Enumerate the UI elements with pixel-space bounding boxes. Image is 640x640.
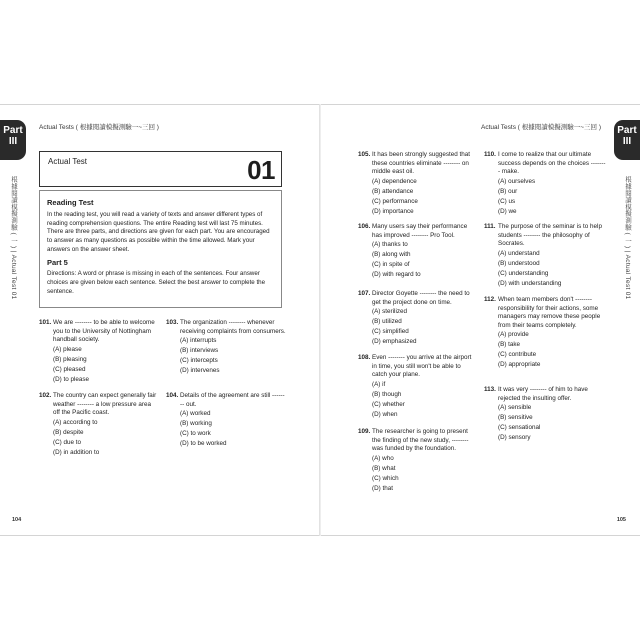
question-stem: We are -------- to be able to welcome you to the University of Nottingham handball society. (53, 319, 155, 343)
question-108 (358, 354, 476, 420)
option-c: (C) simplified (372, 328, 409, 336)
option-b: (B) what (372, 464, 396, 472)
part-tab-numeral: III (622, 135, 632, 147)
question-stem: Director Goyette -------- the need to get the project done on time. (372, 290, 470, 306)
part5-directions: Directions: A word or phrase is missing in each of the sentences. Four answer choices are given below each sentence. Select the best answer to complete the sentence. (47, 270, 266, 295)
question-number: 102. (39, 392, 52, 399)
option-d: (D) to be worked (180, 440, 227, 448)
option-b: (B) understood (498, 259, 540, 267)
option-d: (D) with understanding (498, 279, 562, 287)
question-110 (484, 151, 606, 217)
option-b: (B) take (498, 341, 521, 349)
question-106 (358, 223, 476, 280)
question-stem: The purpose of the seminar is to help students -------- the philosophy of Socrates. (498, 223, 602, 247)
question-109 (358, 428, 476, 494)
question-number: 112. (484, 296, 496, 303)
question-113 (484, 386, 606, 443)
option-a: (A) if (372, 380, 386, 388)
question-stem: It has been strongly suggested that these countries eliminate -------- on middle east oil. (372, 151, 471, 175)
option-c: (C) due to (53, 438, 81, 446)
question-number: 104. (166, 392, 179, 399)
question-stem: When team members don't -------- responsibility for their actions, some managers may remove these people from their teams completely. (498, 296, 601, 329)
option-c: (C) understanding (498, 269, 549, 277)
option-b: (B) sensitive (498, 414, 533, 422)
option-d: (D) to please (53, 375, 90, 383)
option-a: (A) worked (180, 410, 211, 417)
question-105 (358, 151, 476, 217)
page-number-left: 104 (12, 517, 22, 523)
part-tab-numeral: III (8, 135, 18, 147)
actual-test-box (39, 151, 282, 187)
option-b: (B) our (498, 187, 518, 195)
option-b: (B) along with (372, 251, 411, 259)
option-c: (C) us (498, 197, 516, 205)
question-number: 108. (358, 354, 371, 361)
part5-heading: Part 5 (47, 258, 68, 268)
part-tab-word: Part (3, 125, 23, 136)
option-b: (B) attendance (372, 187, 414, 195)
option-a: (A) dependence (372, 177, 417, 185)
question-number: 105. (358, 151, 371, 158)
option-a: (A) sensible (498, 404, 532, 411)
option-c: (C) to work (180, 430, 211, 438)
actual-test-number: 01 (247, 155, 275, 185)
option-b: (B) utilized (372, 318, 402, 326)
question-number: 106. (358, 223, 371, 230)
question-number: 110. (484, 151, 496, 158)
option-b: (B) pleasing (53, 355, 87, 363)
option-c: (C) performance (372, 197, 418, 205)
question-number: 107. (358, 290, 371, 297)
option-d: (D) importance (372, 207, 414, 215)
running-head-left: Actual Tests ( 根據閱讀模擬測驗一~三回 ) (39, 124, 159, 131)
question-stem: It was very -------- of him to have rejected the insulting offer. (498, 386, 588, 402)
question-101 (39, 319, 157, 385)
option-d: (D) in addition to (53, 448, 100, 456)
part-tab-right (614, 120, 640, 160)
question-number: 109. (358, 428, 371, 435)
option-d: (D) when (372, 410, 398, 418)
option-c: (C) whether (372, 400, 405, 408)
option-d: (D) that (372, 484, 393, 492)
option-d: (D) appropriate (498, 361, 541, 369)
question-stem: Even -------- you arrive at the airport in time, you still won't be able to catch your plane. (372, 354, 472, 378)
reading-test-text: In the reading test, you will read a variety of texts and answer different types of reading comprehension questions. The entire Reading test will last 75 minutes. There are three parts, and directions are given for each part. You are encouraged to answer as many questions as possible within the time allowed. Mark your answers on the answer sheet. (47, 211, 270, 253)
page-number-right: 105 (616, 517, 626, 523)
question-103 (166, 319, 286, 376)
question-stem: Details of the agreement are still -------- out. (180, 392, 285, 408)
directions-box (39, 190, 282, 308)
question-stem: Many users say their performance has improved -------- Pro Tool. (372, 223, 468, 239)
option-c: (C) intercepts (180, 357, 218, 365)
option-d: (D) we (498, 207, 517, 215)
option-a: (A) thanks to (372, 241, 408, 248)
question-number: 101. (39, 319, 52, 326)
option-c: (C) pleased (53, 365, 86, 373)
question-stem: I come to realize that our ultimate success depends on the choices -------- make. (498, 151, 606, 175)
question-104 (166, 392, 286, 449)
running-head-right: Actual Tests ( 根據閱讀模擬測驗一~三回 ) (481, 124, 601, 131)
option-d: (D) sensory (498, 434, 531, 442)
option-c: (C) sensational (498, 424, 541, 432)
option-a: (A) interrupts (180, 337, 217, 344)
option-a: (A) according to (53, 418, 98, 426)
question-112 (484, 296, 606, 370)
option-d: (D) intervenes (180, 367, 220, 375)
option-c: (C) which (372, 474, 399, 482)
question-number: 113. (484, 386, 496, 393)
option-a: (A) sterilized (372, 308, 407, 315)
question-number: 111. (484, 223, 496, 230)
question-stem: The organization -------- whenever receiving complaints from consumers. (180, 319, 286, 335)
option-d: (D) emphasized (372, 338, 417, 346)
option-b: (B) working (180, 420, 212, 428)
book-gutter (319, 104, 321, 536)
option-a: (A) who (372, 454, 394, 462)
option-a: (A) understand (498, 249, 540, 257)
option-c: (C) contribute (498, 351, 537, 359)
option-d: (D) with regard to (372, 271, 421, 279)
part-tab-word: Part (617, 125, 637, 136)
question-number: 103. (166, 319, 179, 326)
part-tab-left (0, 120, 26, 160)
side-label-right: 根據閱讀模擬測驗 ( 一 ) | Actual Test 01 (624, 176, 631, 300)
option-a: (A) please (53, 345, 82, 353)
option-b: (B) despite (53, 428, 84, 436)
option-a: (A) provide (498, 331, 529, 338)
question-102 (39, 392, 159, 458)
question-107 (358, 290, 476, 347)
reading-test-heading: Reading Test (47, 198, 94, 207)
option-a: (A) ourselves (498, 177, 536, 185)
question-stem: The country can expect generally fair weather -------- a low pressure area off the Pacific coast. (53, 392, 157, 416)
side-label-left: 根據閱讀模擬測驗 ( 一 ) | Actual Test 01 (10, 176, 17, 300)
question-111 (484, 223, 606, 289)
question-stem: The researcher is going to present the finding of the new study, -------- was funded by the foundation. (372, 428, 469, 452)
actual-test-title: Actual Test (48, 157, 87, 166)
option-c: (C) in spite of (372, 261, 410, 269)
option-b: (B) interviews (180, 347, 219, 355)
option-b: (B) though (372, 390, 402, 398)
